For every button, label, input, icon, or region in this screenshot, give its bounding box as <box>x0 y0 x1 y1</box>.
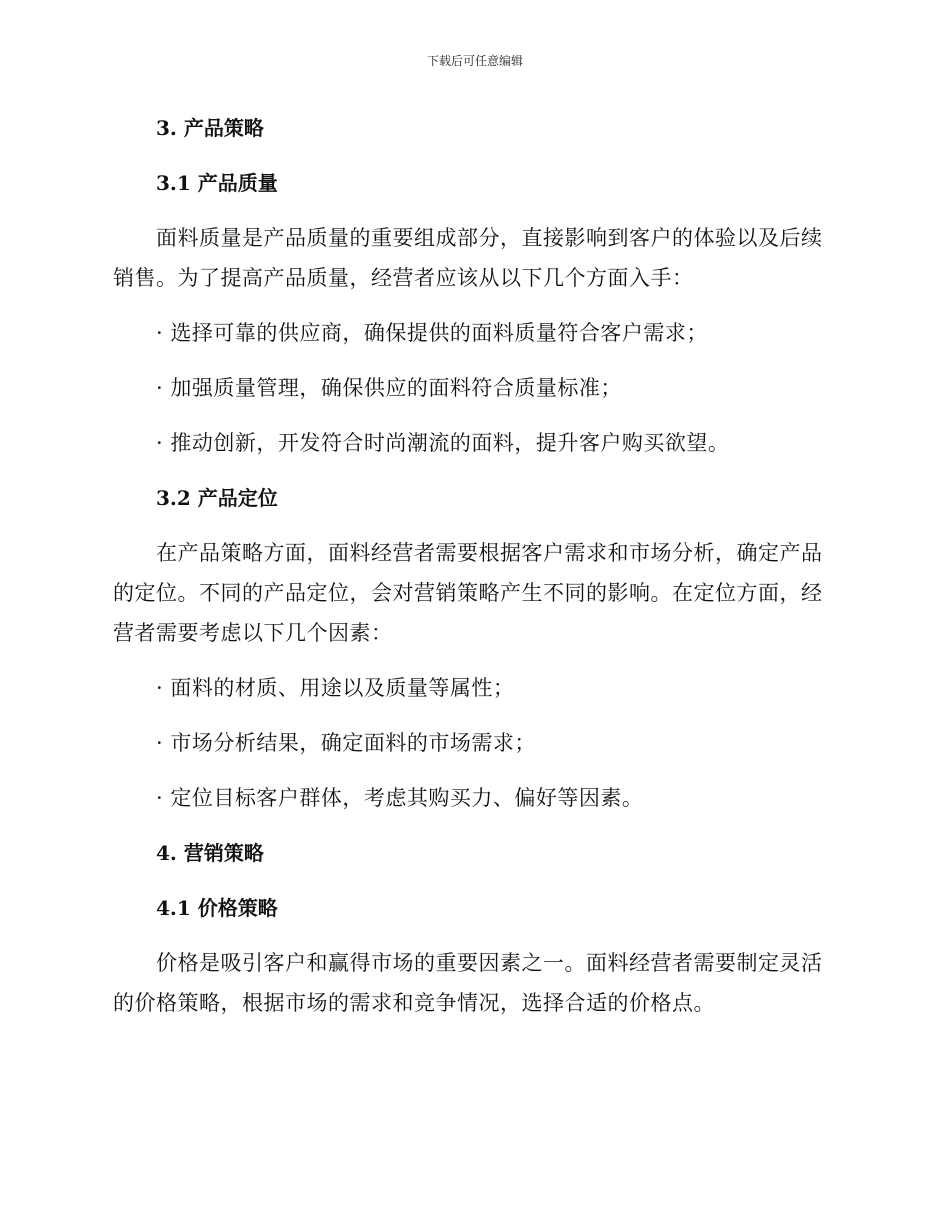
bullet-item: · 定位目标客户群体，考虑其购买力、偏好等因素。 <box>156 786 644 810</box>
paragraph-line: 营者需要考虑以下几个因素： <box>113 621 393 645</box>
section-heading-4-1: 4.1 价格策略 <box>156 896 278 920</box>
section-heading-3-1: 3.1 产品质量 <box>156 171 278 195</box>
bullet-item: · 选择可靠的供应商，确保提供的面料质量符合客户需求； <box>156 321 708 345</box>
bullet-item: · 加强质量管理，确保供应的面料符合质量标准； <box>156 376 622 400</box>
paragraph-3-1 <box>113 218 833 298</box>
paragraph-line: 在产品策略方面，面料经营者需要根据客户需求和市场分析，确定产品 <box>156 541 823 565</box>
bullet-item: · 面料的材质、用途以及质量等属性； <box>156 676 515 700</box>
paragraph-line: 的定位。不同的产品定位，会对营销策略产生不同的影响。在定位方面，经 <box>113 581 823 605</box>
paragraph-line: 销售。为了提高产品质量，经营者应该从以下几个方面入手： <box>113 266 694 290</box>
page-header: 下载后可任意编辑 <box>426 54 523 68</box>
paragraph-line: 的价格策略，根据市场的需求和竞争情况，选择合适的价格点。 <box>113 991 715 1015</box>
document-body <box>113 108 833 1038</box>
paragraph-3-2 <box>113 533 833 653</box>
section-heading-3: 3. 产品策略 <box>156 116 264 140</box>
paragraph-4-1 <box>113 943 833 1023</box>
paragraph-line: 价格是吸引客户和赢得市场的重要因素之一。面料经营者需要制定灵活 <box>156 951 823 975</box>
section-heading-3-2: 3.2 产品定位 <box>156 486 278 510</box>
bullet-item: · 市场分析结果，确定面料的市场需求； <box>156 731 536 755</box>
paragraph-line: 面料质量是产品质量的重要组成部分，直接影响到客户的体验以及后续 <box>156 226 823 250</box>
bullet-item: · 推动创新，开发符合时尚潮流的面料，提升客户购买欲望。 <box>156 431 730 455</box>
section-heading-4: 4. 营销策略 <box>156 841 264 865</box>
